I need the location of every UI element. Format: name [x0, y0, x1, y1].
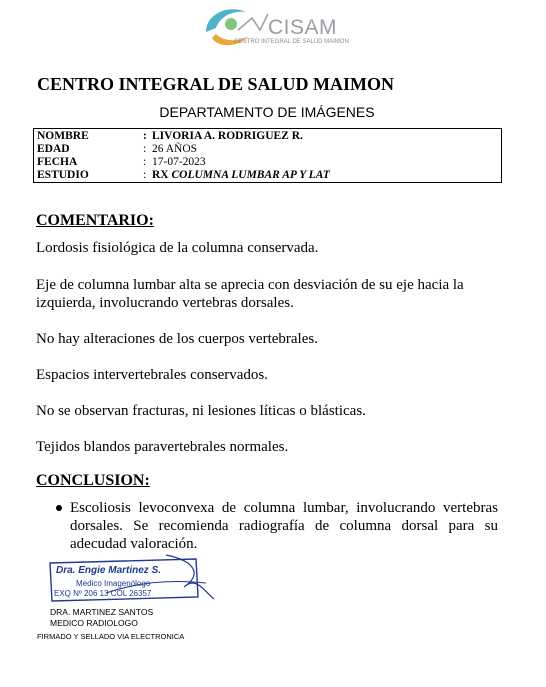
- stamp-title: Medico Imagenólogo: [76, 579, 151, 588]
- study-value: [152, 169, 330, 182]
- department-title: [0, 104, 546, 120]
- conclusion-heading: CONCLUSION:: [36, 472, 150, 489]
- logo-subtext: CENTRO INTEGRAL DE SALUD MAIMON: [234, 39, 349, 45]
- study-name: COLUMNA LUMBAR AP Y LAT: [171, 169, 330, 181]
- comment-paragraph: Lordosis fisiológica de la columna conservada.: [36, 240, 319, 256]
- age-label: EDAD: [37, 143, 70, 155]
- study-colon: :: [143, 169, 147, 181]
- name-colon: :: [143, 130, 147, 142]
- stamp-name: Dra. Engie Martinez S.: [56, 565, 162, 576]
- date-colon: :: [143, 156, 147, 168]
- logo-brand-text: CISAM: [268, 16, 338, 39]
- cisam-logo: [198, 2, 348, 50]
- department-text: DEPARTAMENTO DE IMÁGENES: [159, 104, 375, 120]
- signer-name: DRA. MARTINEZ SANTOS: [50, 607, 154, 617]
- age-value: 26 AÑOS: [152, 143, 198, 155]
- conclusion-item: Escoliosis levoconvexa de columna lumbar, involucrando vertebras dorsales. Se recomienda radiografía de columna dorsal para su adecudad valoración.: [70, 500, 498, 552]
- stamp-registry: EXQ Nº 206 13 COL 26357: [54, 589, 152, 598]
- electronic-signature-note: FIRMADO Y SELLADO VIA ELECTRONICA: [37, 632, 185, 641]
- study-label: ESTUDIO: [37, 169, 89, 181]
- name-value: LIVORIA A. RODRIGUEZ R.: [152, 130, 303, 142]
- name-label: NOMBRE: [37, 130, 89, 142]
- comment-paragraph: Espacios intervertebrales conservados.: [36, 367, 268, 383]
- bullet-icon: [56, 505, 62, 511]
- institution-title: CENTRO INTEGRAL DE SALUD MAIMON: [37, 74, 395, 94]
- signer-title: MEDICO RADIOLOGO: [50, 618, 138, 628]
- patient-info-box: [33, 128, 502, 183]
- date-label: FECHA: [37, 156, 78, 168]
- doctor-stamp: [46, 553, 216, 605]
- date-value: 17-07-2023: [152, 156, 206, 168]
- age-colon: :: [143, 143, 147, 155]
- comment-paragraph: No se observan fracturas, ni lesiones líticas o blásticas.: [36, 403, 366, 419]
- comment-paragraph: Tejidos blandos paravertebrales normales.: [36, 439, 289, 455]
- comment-heading: COMENTARIO:: [36, 212, 154, 229]
- study-prefix: RX: [152, 169, 169, 181]
- comment-paragraph: No hay alteraciones de los cuerpos vertebrales.: [36, 331, 318, 347]
- comment-paragraph: Eje de columna lumbar alta se aprecia con desviación de su eje hacia la izquierda, involucrando vertebras dorsales.: [36, 277, 464, 311]
